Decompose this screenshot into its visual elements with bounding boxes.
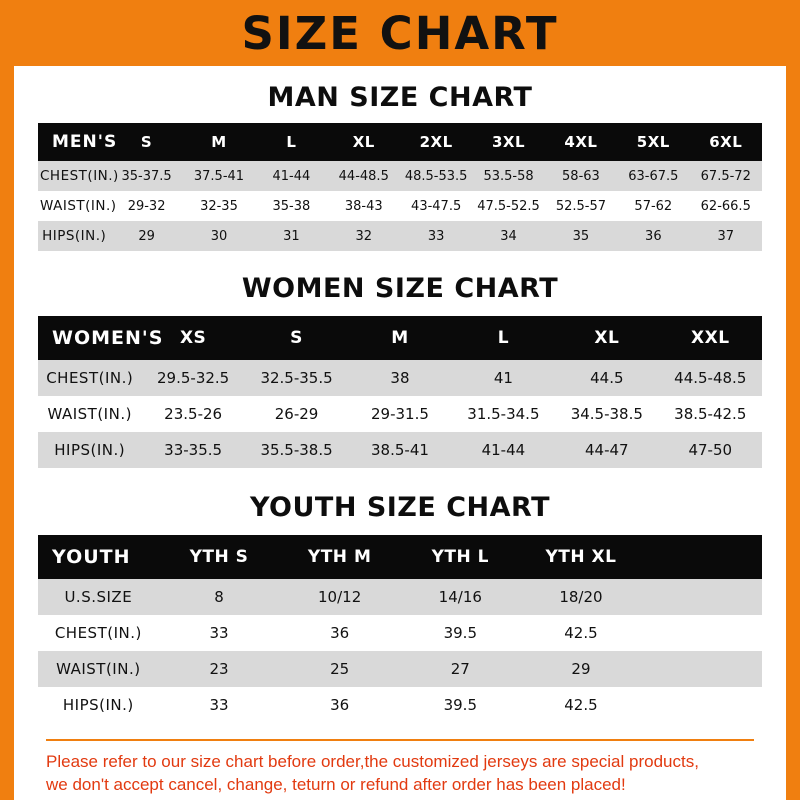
cell: 33	[427, 228, 445, 244]
cell: 44-47	[585, 441, 629, 459]
row-label: HIPS(IN.)	[62, 696, 134, 714]
row-label: U.S.SIZE	[64, 588, 133, 606]
cell: 33	[209, 696, 229, 714]
table-row	[38, 579, 762, 615]
cell: 36	[330, 624, 350, 642]
row-label: HIPS(IN.)	[42, 228, 107, 244]
cell: 38.5-41	[371, 441, 429, 459]
header-cell: 6XL	[709, 133, 743, 151]
header-cell: L	[286, 133, 297, 151]
cell: 8	[214, 588, 224, 606]
cell: 41-44	[272, 168, 311, 184]
header-cell: 2XL	[419, 133, 453, 151]
youth-size-table	[38, 535, 762, 723]
cell: 58-63	[562, 168, 600, 184]
table-row	[38, 191, 762, 221]
cell: 42.5	[564, 696, 598, 714]
cell: 38-43	[344, 198, 383, 214]
cell: 32.5-35.5	[260, 369, 333, 387]
header-cell: M	[391, 328, 409, 348]
content	[14, 66, 786, 800]
cell: 41-44	[481, 441, 526, 459]
cell: 32-35	[200, 198, 238, 214]
cell: 23	[209, 660, 229, 678]
row-label: HIPS(IN.)	[54, 441, 126, 459]
cell: 25	[330, 660, 350, 678]
cell: 33	[209, 624, 229, 642]
section-title-women: WOMEN SIZE CHART	[241, 273, 559, 304]
cell: 29	[571, 660, 591, 678]
header-cell: XXL	[690, 328, 730, 348]
header-cell-label: WOMEN'S	[52, 327, 164, 349]
cell: 10/12	[318, 588, 362, 606]
footer-note	[46, 739, 754, 797]
header-cell-label: MEN'S	[52, 132, 118, 152]
cell: 31.5-34.5	[467, 405, 540, 423]
cell	[641, 579, 762, 615]
cell: 36	[645, 228, 662, 244]
header-cell: S	[140, 133, 153, 151]
cell: 37	[717, 228, 735, 244]
cell: 18/20	[559, 588, 603, 606]
section-title-youth: YOUTH SIZE CHART	[249, 492, 551, 523]
cell: 44-48.5	[338, 168, 389, 184]
table-header-row	[38, 316, 762, 360]
cell: 47.5-52.5	[477, 198, 540, 214]
cell: 53.5-58	[483, 168, 534, 184]
cell: 52.5-57	[555, 198, 607, 214]
header-cell	[641, 535, 762, 579]
table-row	[38, 360, 762, 396]
men-size-table	[38, 123, 762, 251]
row-label: CHEST(IN.)	[46, 369, 134, 387]
cell: 35-38	[272, 198, 311, 214]
cell: 43-47.5	[411, 198, 462, 214]
women-size-table	[38, 316, 762, 468]
cell: 37.5-41	[193, 168, 245, 184]
banner	[0, 0, 800, 66]
section-title-man: MAN SIZE CHART	[267, 82, 533, 113]
header-cell: YTH S	[189, 547, 249, 567]
header-cell-label: YOUTH	[52, 546, 131, 568]
cell: 26-29	[274, 405, 319, 423]
row-label: WAIST(IN.)	[47, 405, 132, 423]
cell: 23.5-26	[164, 405, 223, 423]
header-cell: YTH XL	[545, 547, 617, 567]
header-cell: XS	[179, 328, 207, 348]
cell: 44.5	[590, 369, 624, 387]
table-row	[38, 221, 762, 251]
cell: 38.5-42.5	[674, 405, 747, 423]
cell: 35	[572, 228, 590, 244]
table-row	[38, 651, 762, 687]
footer-note-line-1: Please refer to our size chart before order,the customized jerseys are special products,	[46, 752, 699, 771]
table-row	[38, 396, 762, 432]
cell: 33-35.5	[164, 441, 223, 459]
header-cell: YTH L	[431, 547, 489, 567]
cell: 31	[283, 228, 300, 244]
header-cell: 3XL	[492, 133, 526, 151]
table-row	[38, 687, 762, 723]
cell: 34	[500, 228, 517, 244]
cell: 48.5-53.5	[404, 168, 468, 184]
row-label: WAIST(IN.)	[40, 198, 117, 214]
cell: 42.5	[564, 624, 598, 642]
cell: 30	[210, 228, 228, 244]
header-cell: XL	[594, 328, 620, 348]
cell: 34.5-38.5	[570, 405, 643, 423]
cell: 47-50	[688, 441, 733, 459]
cell: 39.5	[443, 696, 477, 714]
cell: 32	[355, 228, 373, 244]
header-cell: M	[211, 133, 227, 151]
page-title: SIZE CHART	[241, 6, 559, 60]
cell: 41	[493, 369, 513, 387]
cell	[641, 615, 762, 651]
row-label: CHEST(IN.)	[40, 168, 119, 184]
header-cell: 5XL	[636, 133, 670, 151]
table-row	[38, 161, 762, 191]
cell: 63-67.5	[628, 168, 679, 184]
cell: 57-62	[634, 198, 673, 214]
cell: 29-31.5	[371, 405, 429, 423]
table-header-row	[38, 123, 762, 161]
cell: 62-66.5	[700, 198, 751, 214]
header-cell: XL	[352, 133, 375, 151]
cell: 27	[450, 660, 470, 678]
cell: 29	[138, 228, 155, 244]
row-label: WAIST(IN.)	[56, 660, 141, 678]
cell: 35-37.5	[121, 168, 172, 184]
row-label: CHEST(IN.)	[54, 624, 142, 642]
table-header-row	[38, 535, 762, 579]
cell: 14/16	[438, 588, 482, 606]
cell: 29.5-32.5	[157, 369, 230, 387]
cell	[641, 651, 762, 687]
cell	[641, 687, 762, 723]
header-cell: S	[290, 328, 303, 348]
header-cell: L	[497, 328, 510, 348]
cell: 44.5-48.5	[674, 369, 747, 387]
header-cell: 4XL	[564, 133, 598, 151]
cell: 29-32	[127, 198, 166, 214]
table-row	[38, 432, 762, 468]
cell: 38	[390, 369, 410, 387]
cell: 67.5-72	[700, 168, 751, 184]
header-cell: YTH M	[307, 547, 372, 567]
table-row	[38, 615, 762, 651]
cell: 35.5-38.5	[260, 441, 333, 459]
cell: 36	[330, 696, 350, 714]
cell: 39.5	[443, 624, 477, 642]
footer-note-line-2: we don't accept cancel, change, teturn or refund after order has been placed!	[46, 774, 626, 794]
